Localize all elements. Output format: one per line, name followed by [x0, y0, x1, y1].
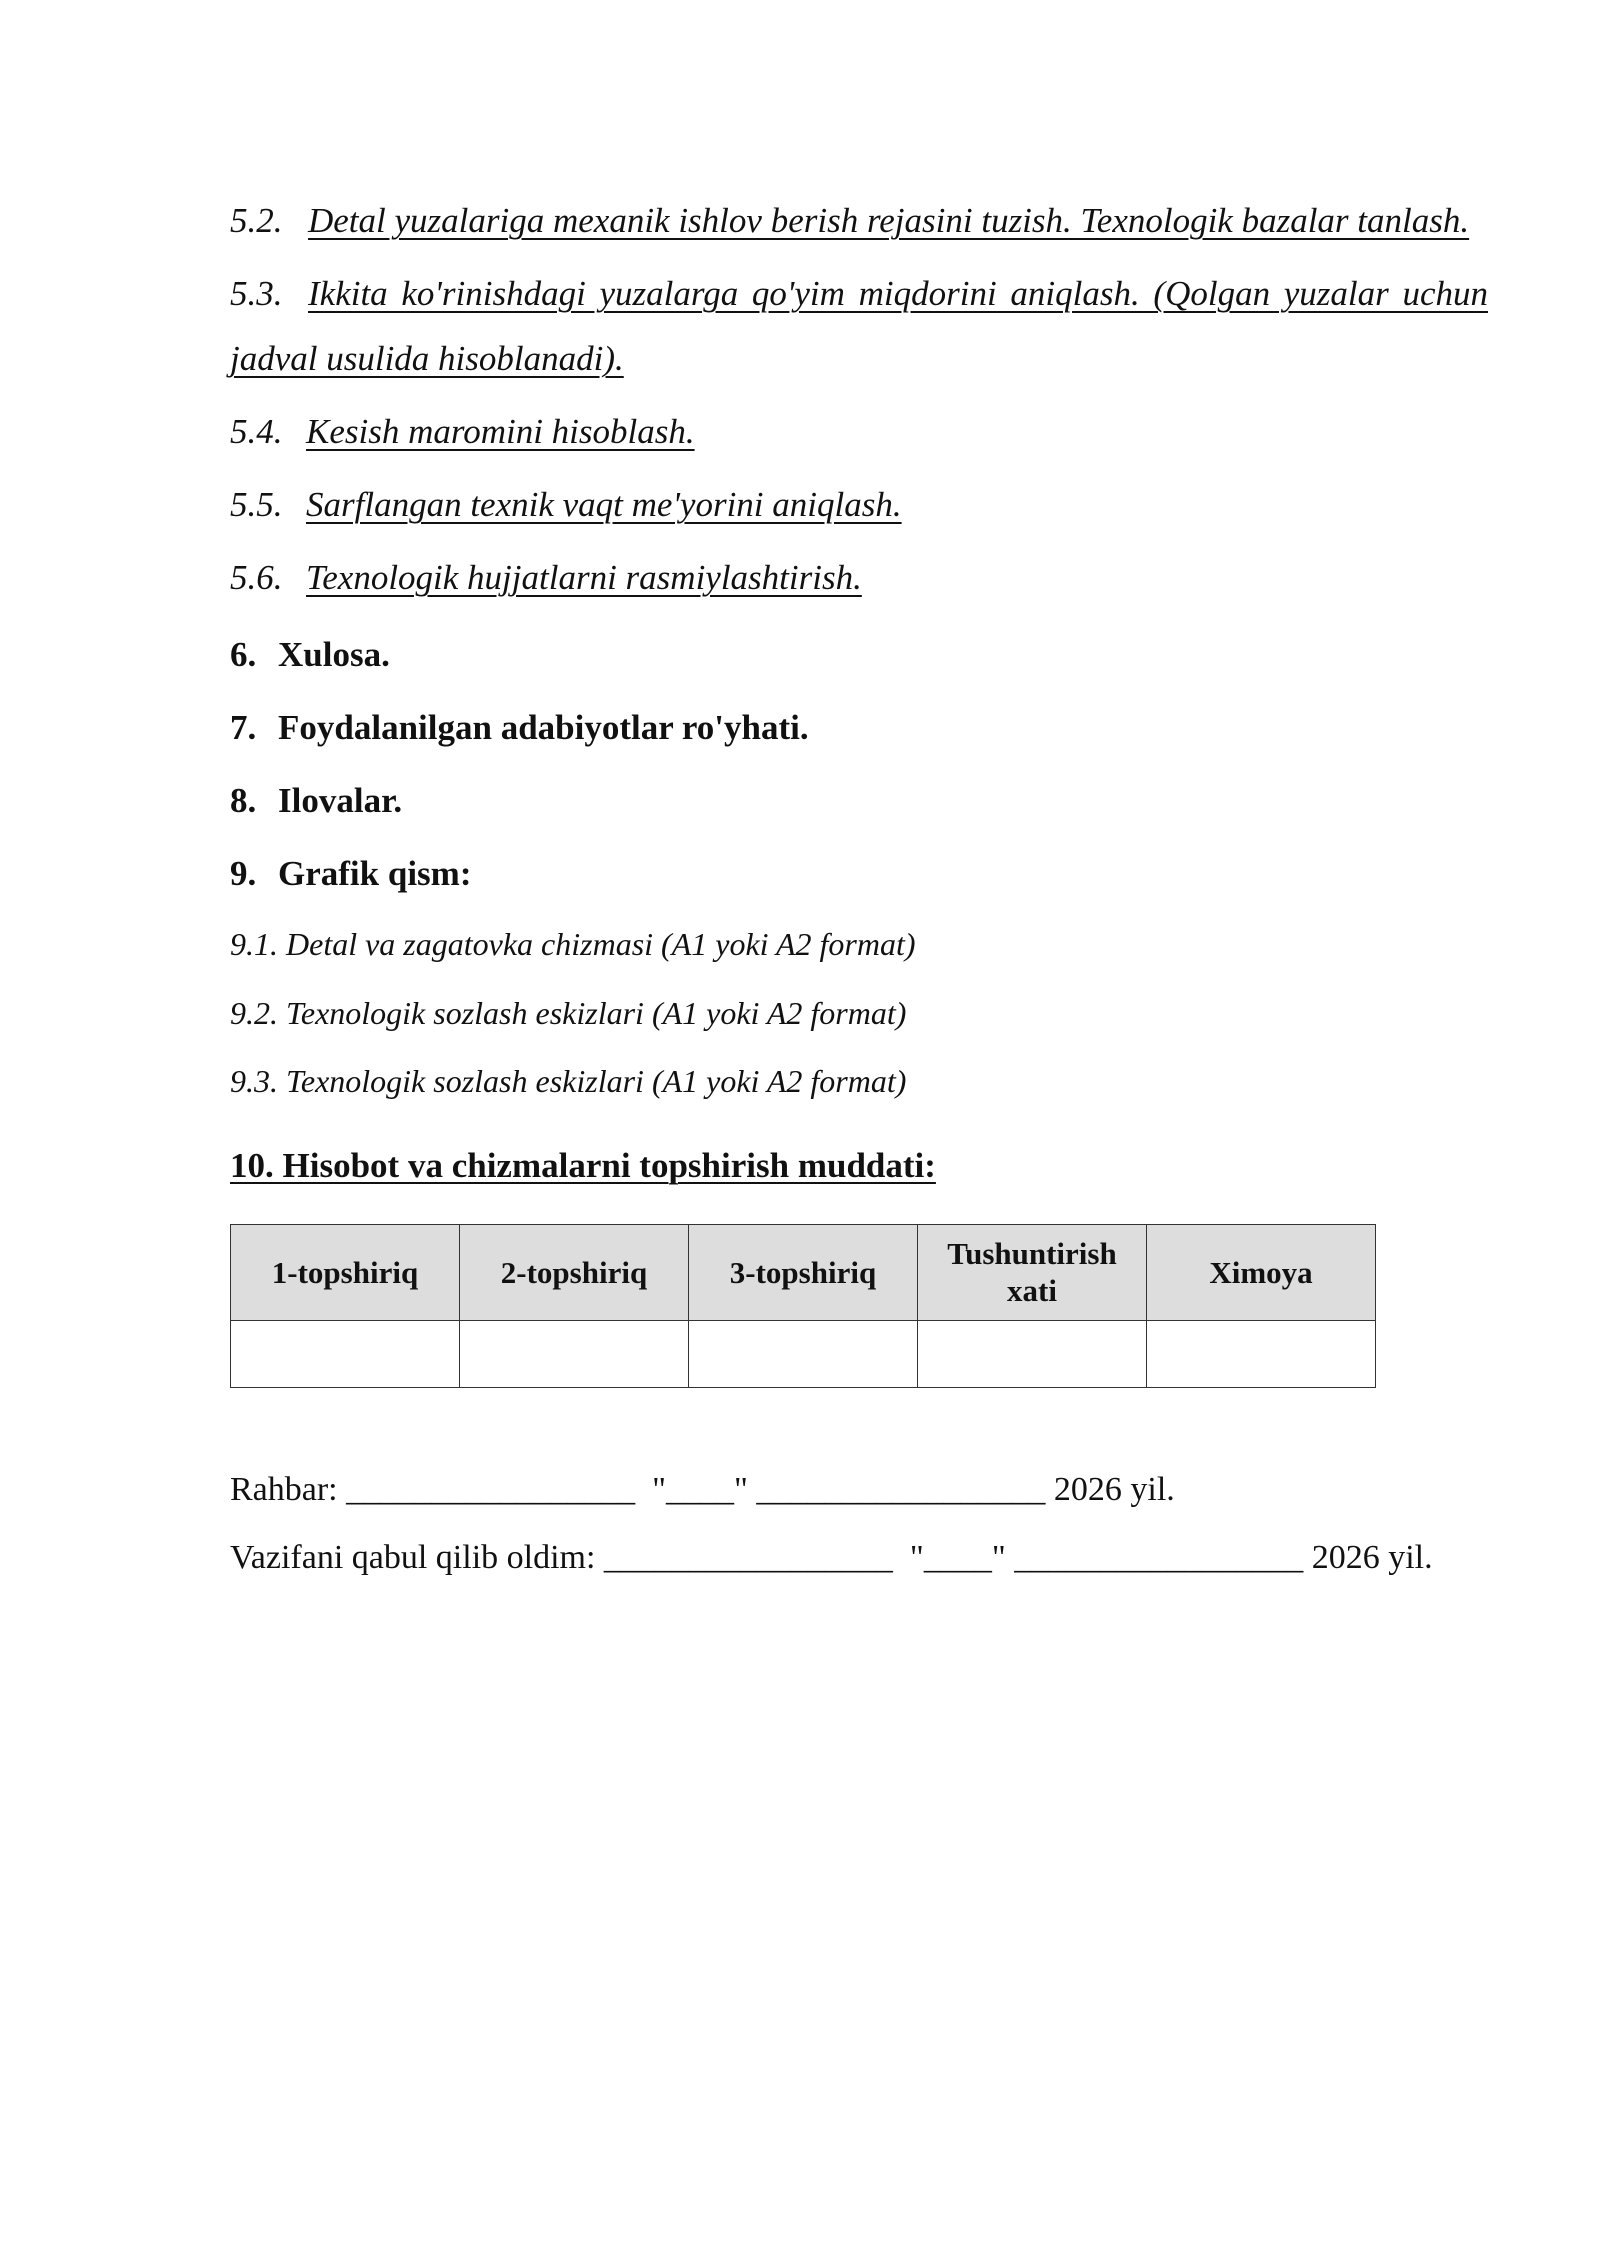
- subsection-5-5: [230, 472, 1488, 537]
- header-cell-explanatory-note: Tushuntirish xati: [918, 1224, 1147, 1320]
- section-title: Xulosa.: [278, 635, 390, 674]
- section-number: 9.: [230, 854, 257, 893]
- subsection-text: Ikkita ko'rinishdagi yuzalarga qo'yim miqdorini aniqlash. (Qolgan yuzalar uchun jadval usulida hisoblanadi).: [230, 274, 1488, 378]
- subsection-text: Sarflangan texnik vaqt me'yorini aniqlash.: [306, 485, 902, 524]
- subsection-number: 5.2.: [230, 201, 283, 240]
- deadline-cell-task-2[interactable]: [460, 1320, 689, 1387]
- section-9: [230, 837, 1488, 910]
- subsection-number: 5.4.: [230, 412, 283, 451]
- supervisor-signature-line: Rahbar: _________________ "____" _________________ 2026 yil.: [230, 1470, 1175, 1508]
- deadline-cell-defense[interactable]: [1147, 1320, 1376, 1387]
- section-number: 6.: [230, 635, 257, 674]
- subsection-5-3: [230, 261, 1488, 391]
- subsection-number: 5.6.: [230, 558, 283, 597]
- header-cell-task-1: 1-topshiriq: [231, 1224, 460, 1320]
- subsection-number: 5.3.: [230, 274, 283, 313]
- document-page: [230, 188, 1488, 1592]
- graphic-item-9-2: 9.2. Texnologik sozlash eskizlari (A1 yoki A2 format): [230, 994, 907, 1031]
- section-8: [230, 764, 1488, 837]
- subsection-5-2: [230, 188, 1488, 253]
- subsection-number: 5.5.: [230, 485, 283, 524]
- subsection-text: Texnologik hujjatlarni rasmiylashtirish.: [306, 558, 862, 597]
- section-6: [230, 618, 1488, 691]
- section-number: 8.: [230, 781, 257, 820]
- subsection-text: Detal yuzalariga mexanik ishlov berish rejasini tuzish. Texnologik bazalar tanlash.: [308, 201, 1470, 240]
- header-cell-task-3: 3-topshiriq: [689, 1224, 918, 1320]
- header-cell-defense: Ximoya: [1147, 1224, 1376, 1320]
- deadline-cell-explanatory-note[interactable]: [918, 1320, 1147, 1387]
- section-title: Grafik qism:: [278, 854, 472, 893]
- section-number: 7.: [230, 708, 257, 747]
- deadline-cell-task-1[interactable]: [231, 1320, 460, 1387]
- section-title: Foydalanilgan adabiyotlar ro'yhati.: [278, 708, 809, 747]
- student-acceptance-line: Vazifani qabul qilib oldim: _________________ "____" _________________ 2026 yil.: [230, 1538, 1433, 1576]
- graphic-item-9-1: 9.1. Detal va zagatovka chizmasi (A1 yoki A2 format): [230, 926, 916, 962]
- subsection-5-4: [230, 399, 1488, 464]
- section-7: [230, 691, 1488, 764]
- section-title: Ilovalar.: [278, 781, 403, 820]
- header-cell-task-2: 2-topshiriq: [460, 1224, 689, 1320]
- subsection-text: Kesish maromini hisoblash.: [306, 412, 695, 451]
- subsection-5-6: [230, 545, 1488, 610]
- deadline-heading: 10. Hisobot va chizmalarni topshirish muddati:: [230, 1145, 936, 1185]
- table-header-row: [231, 1224, 1376, 1320]
- deadline-table: [230, 1224, 1376, 1388]
- deadline-cell-task-3[interactable]: [689, 1320, 918, 1387]
- table-row: [231, 1320, 1376, 1387]
- graphic-item-9-3: 9.3. Texnologik sozlash eskizlari (A1 yoki A2 format): [230, 1063, 907, 1099]
